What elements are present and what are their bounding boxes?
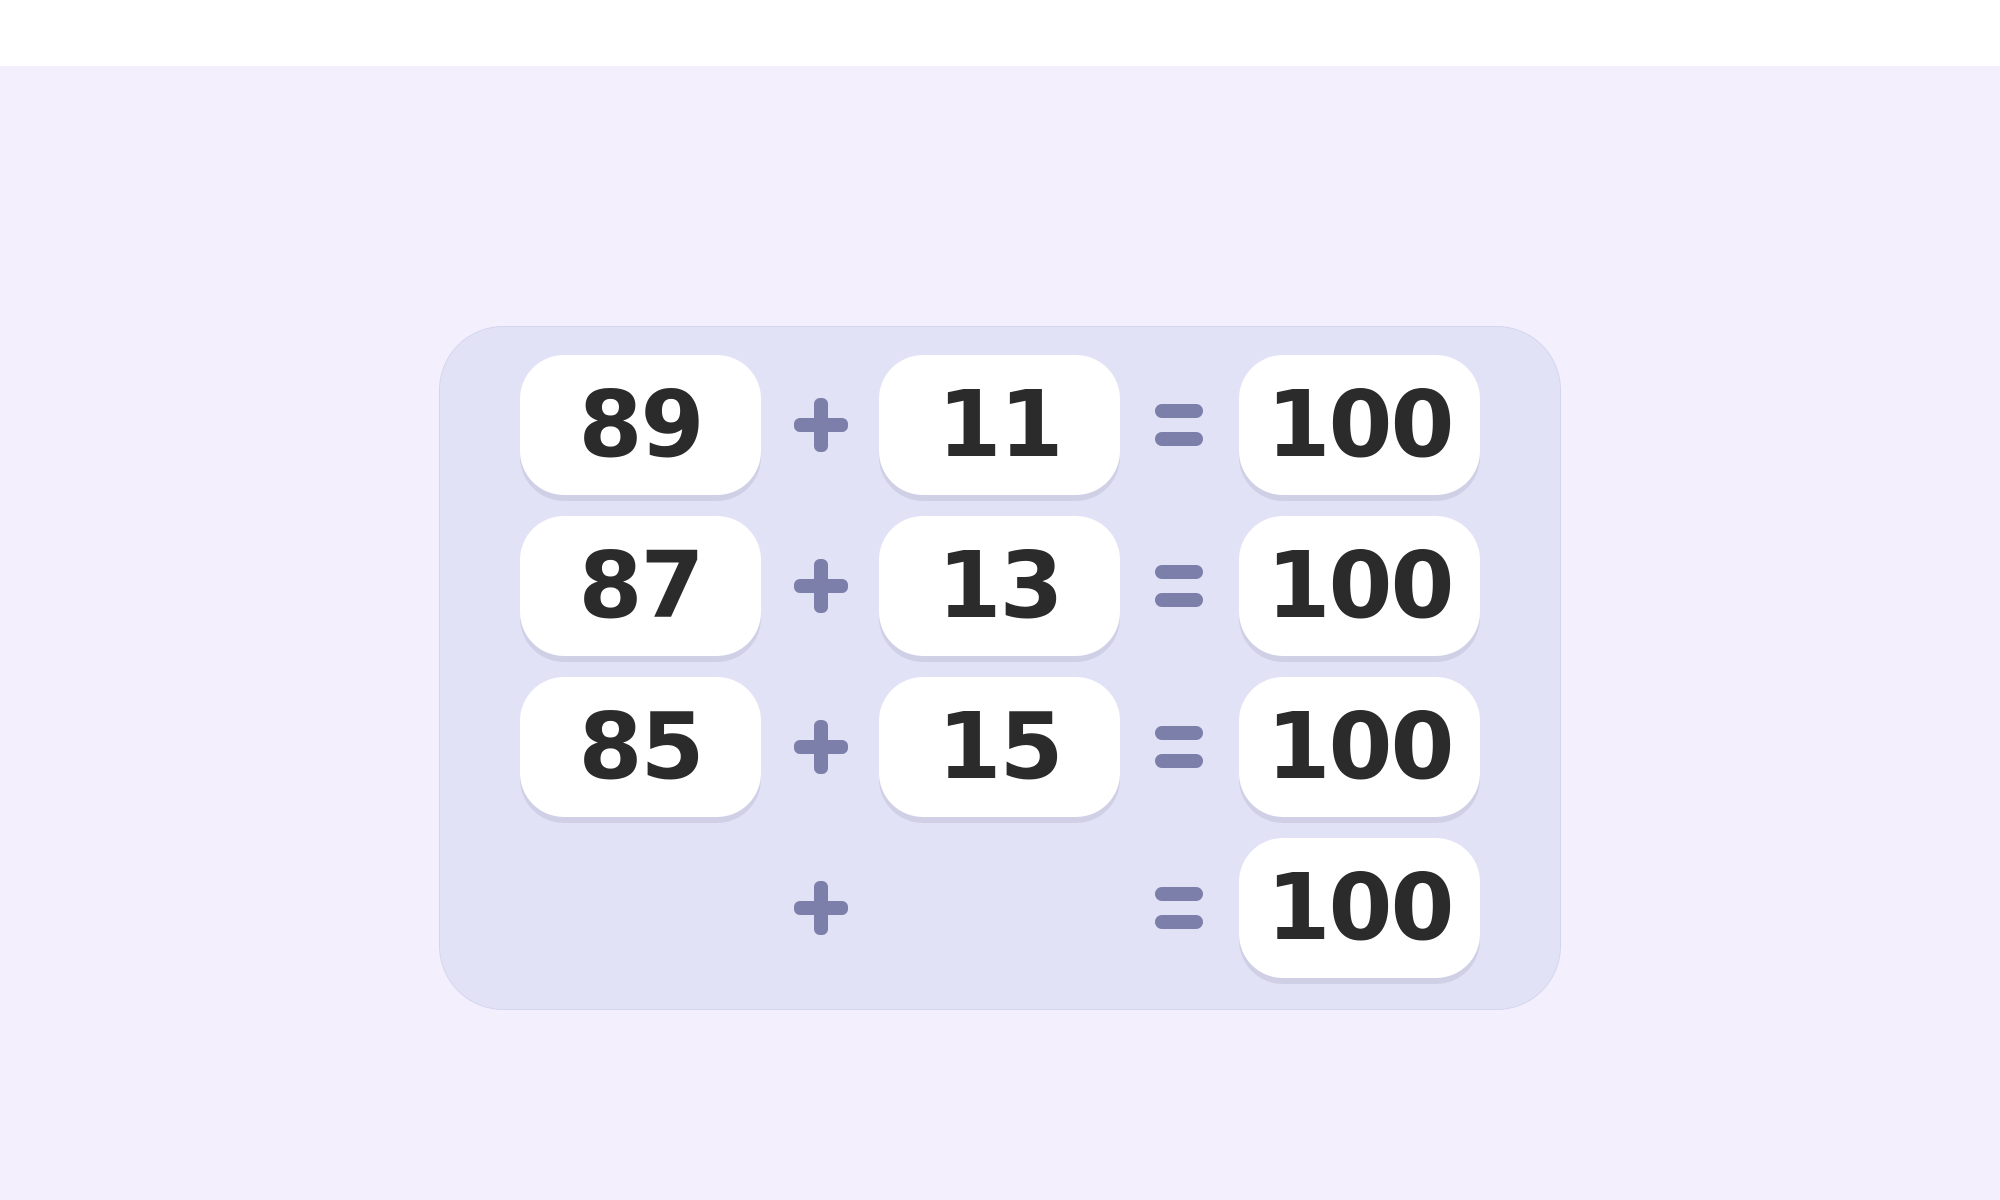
plus-sign — [781, 355, 861, 495]
equals-icon — [1155, 726, 1203, 768]
addend-a-card[interactable]: 89 — [520, 355, 761, 495]
equals-sign — [1139, 516, 1219, 656]
plus-icon — [794, 881, 848, 935]
top-bar — [0, 0, 2000, 66]
equation-row-2 — [440, 516, 1560, 662]
addend-a-slot-empty[interactable] — [520, 838, 761, 978]
addend-b-card[interactable]: 15 — [879, 677, 1120, 817]
addend-a-card[interactable]: 87 — [520, 516, 761, 656]
plus-icon — [794, 720, 848, 774]
sum-card[interactable]: 100 — [1239, 355, 1480, 495]
sum-card[interactable]: 100 — [1239, 516, 1480, 656]
equation-row-3 — [440, 677, 1560, 823]
sum-card[interactable]: 100 — [1239, 838, 1480, 978]
equals-icon — [1155, 887, 1203, 929]
equals-sign — [1139, 677, 1219, 817]
equation-row-1 — [440, 355, 1560, 501]
plus-sign — [781, 516, 861, 656]
equals-icon — [1155, 565, 1203, 607]
equations-panel — [439, 326, 1561, 1010]
stage — [0, 66, 2000, 1200]
addend-b-slot-empty[interactable] — [879, 838, 1120, 978]
equation-row-4 — [440, 838, 1560, 984]
addend-b-card[interactable]: 11 — [879, 355, 1120, 495]
addend-a-card[interactable]: 85 — [520, 677, 761, 817]
equals-sign — [1139, 838, 1219, 978]
plus-sign — [781, 838, 861, 978]
sum-card[interactable]: 100 — [1239, 677, 1480, 817]
plus-icon — [794, 398, 848, 452]
equals-icon — [1155, 404, 1203, 446]
equals-sign — [1139, 355, 1219, 495]
addend-b-card[interactable]: 13 — [879, 516, 1120, 656]
plus-icon — [794, 559, 848, 613]
plus-sign — [781, 677, 861, 817]
